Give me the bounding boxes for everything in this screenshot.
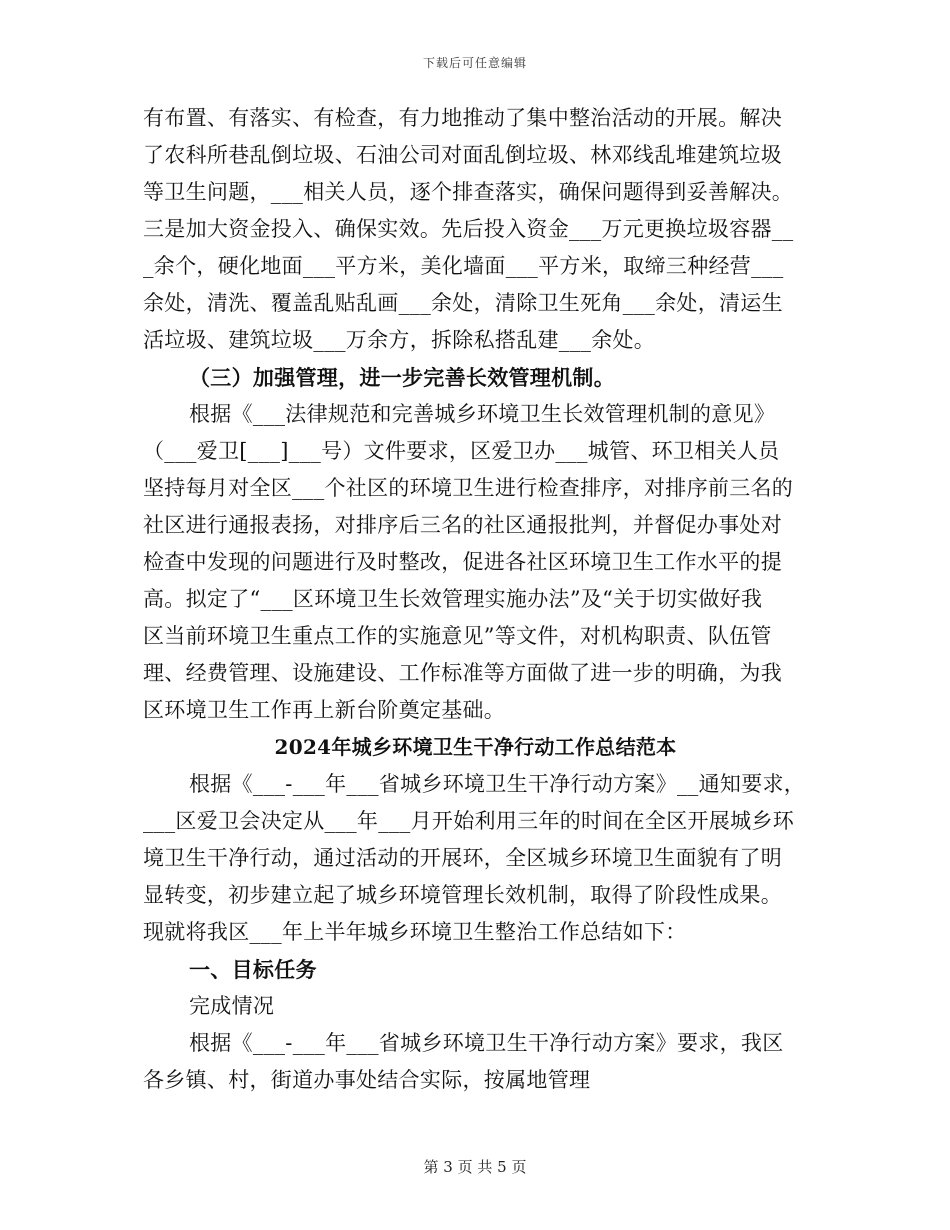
paragraph-line: 显转变，初步建立起了城乡环境管理长效机制，取得了阶段性成果。 — [143, 883, 782, 907]
page-number: 第 3 页 共 5 页 — [423, 1158, 527, 1176]
paragraph-line: 根据《___法律规范和完善城乡环境卫生长效管理机制的意见》 — [189, 402, 776, 426]
paragraph-line: 区当前环境卫生重点工作的实施意见”等文件，对机构职责、队伍管 — [143, 624, 772, 648]
paragraph-line: ___区爱卫会决定从___年___月开始利用三年的时间在全区开展城乡环 — [143, 809, 794, 833]
paragraph-line: 各乡镇、村，街道办事处结合实际，按属地管理 — [143, 1068, 591, 1092]
paragraph-line: 境卫生干净行动，通过活动的开展环，全区城乡环境卫生面貌有了明 — [143, 846, 782, 870]
section-heading: 一、目标任务 — [189, 957, 317, 982]
paragraph-line: （___爱卫[___]___号）文件要求，区爱卫办___城管、环卫相关人员 — [143, 439, 780, 463]
paragraph-line: 了农科所巷乱倒垃圾、石油公司对面乱倒垃圾、林邓线乱堆建筑垃圾 — [143, 143, 782, 167]
paragraph-line: 检查中发现的问题进行及时整改，促进各社区环境卫生工作水平的提 — [143, 550, 782, 574]
paragraph-line: 区环境卫生工作再上新台阶奠定基础。 — [143, 698, 506, 722]
page-header: 下载后可任意编辑 — [422, 56, 527, 70]
paragraph-line: _余个，硬化地面___平方米，美化墙面___平方米，取缔三种经营___ — [143, 254, 784, 278]
paragraph-line: 现就将我区___年上半年城乡环境卫生整治工作总结如下： — [143, 920, 687, 944]
paragraph-line: 等卫生问题，___相关人员，逐个排查落实，确保问题得到妥善解决。 — [143, 180, 794, 204]
paragraph-line: 根据《___-___年___省城乡环境卫生干净行动方案》要求，我区 — [189, 1031, 784, 1055]
paragraph-line: 活垃圾、建筑垃圾___万余方，拆除私搭乱建___余处。 — [143, 328, 656, 352]
paragraph-line: 根据《___-___年___省城乡环境卫生干净行动方案》__通知要求， — [189, 772, 806, 796]
paragraph-line: 理、经费管理、设施建设、工作标准等方面做了进一步的明确，为我 — [143, 661, 782, 685]
section-heading: （三）加强管理，进一步完善长效管理机制。 — [189, 365, 615, 390]
paragraph-line: 三是加大资金投入、确保实效。先后投入资金___万元更换垃圾容器__ — [143, 217, 794, 241]
document-title: 2024年城乡环境卫生干净行动工作总结范本 — [274, 735, 677, 759]
paragraph-line: 余处，清洗、覆盖乱贴乱画___余处，清除卫生死角___余处，清运生 — [143, 291, 783, 315]
paragraph-line: 有布置、有落实、有检查，有力地推动了集中整治活动的开展。解决 — [143, 106, 782, 130]
document-body — [143, 100, 808, 1099]
paragraph-line: 社区进行通报表扬，对排序后三名的社区通报批判，并督促办事处对 — [143, 513, 782, 537]
subsection-heading: 完成情况 — [189, 994, 275, 1018]
paragraph-line: 高。拟定了“___区环境卫生长效管理实施办法”及“关于切实做好我 — [143, 587, 763, 611]
paragraph-line: 坚持每月对全区___个社区的环境卫生进行检查排序，对排序前三名的 — [143, 476, 794, 500]
